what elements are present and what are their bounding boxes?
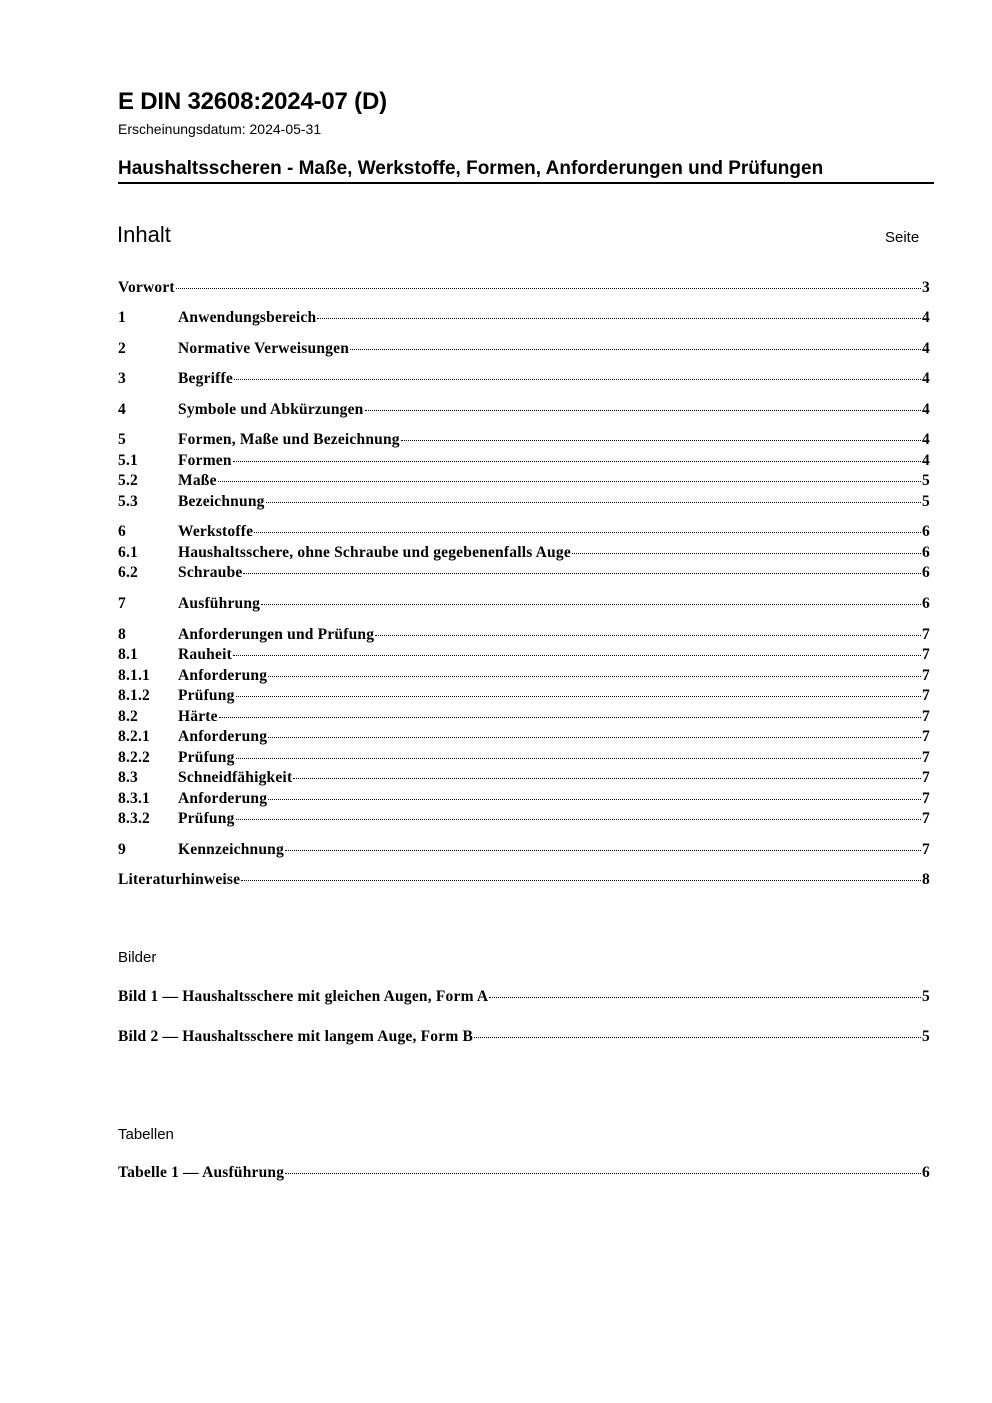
dot-leader [268,799,921,800]
toc-entry-number: 5.3 [118,493,138,510]
toc-entry-page: 7 [922,769,930,786]
dot-leader [489,997,921,998]
toc-entry-number: 8.3.1 [118,790,150,807]
toc-entry-title: Anwendungsbereich [178,309,317,326]
table-entry-1[interactable] [118,1164,930,1184]
toc-entry-8-2[interactable] [118,708,930,728]
toc-entry-number: 8 [118,626,126,643]
toc-entry-8[interactable] [118,626,930,646]
tables-heading: Tabellen [118,1126,174,1143]
toc-entry-5-2[interactable] [118,472,930,492]
dot-leader [285,1173,921,1174]
toc-entry-title: Bezeichnung [178,493,265,510]
toc-entry-title: Vorwort [118,279,175,296]
document-title: Haushaltsscheren - Maße, Werkstoffe, Formen, Anforderungen und Prüfungen [118,158,934,184]
toc-entry-4[interactable] [118,401,930,421]
toc-entry-page: 7 [922,626,930,643]
toc-entry-page: 7 [922,646,930,663]
toc-entry-number: 8.3.2 [118,810,150,827]
toc-entry-page: 4 [922,309,930,326]
toc-entry-page: 7 [922,667,930,684]
toc-entry-page: 6 [922,523,930,540]
toc-entry-title: Kennzeichnung [178,841,284,858]
toc-entry-8-3-2[interactable] [118,810,930,830]
toc-entry-page: 5 [922,472,930,489]
dot-leader [261,604,921,605]
toc-entry-title: Normative Verweisungen [178,340,350,357]
toc-entry-number: 9 [118,841,126,858]
toc-entry-vorwort[interactable] [118,279,930,299]
toc-entry-page: 3 [922,279,930,296]
toc-entry-page: 7 [922,841,930,858]
dot-leader [268,676,921,677]
toc-entry-title: Haushaltsschere, ohne Schraube und gegebenenfalls Auge [178,544,571,561]
toc-entry-title: Schneidfähigkeit [178,769,293,786]
toc-entry-page: 4 [922,370,930,387]
toc-entry-page: 6 [922,544,930,561]
toc-entry-title: Formen, Maße und Bezeichnung [178,431,400,448]
toc-entry-number: 1 [118,309,126,326]
toc-entry-6-1[interactable] [118,544,930,564]
figure-entry-page: 5 [922,1028,930,1045]
toc-entry-number: 8.1.2 [118,687,150,704]
toc-entry-page: 4 [922,431,930,448]
dot-leader [233,655,921,656]
toc-entry-number: 3 [118,370,126,387]
dot-leader [401,440,921,441]
toc-entry-8-3[interactable] [118,769,930,789]
toc-entry-2[interactable] [118,340,930,360]
dot-leader [474,1037,921,1038]
publication-date: Erscheinungsdatum: 2024-05-31 [118,121,322,137]
dot-leader [236,819,922,820]
toc-entry-number: 8.3 [118,769,138,786]
toc-entry-number: 8.2.1 [118,728,150,745]
toc-entry-number: 8.1.1 [118,667,150,684]
toc-entry-5-3[interactable] [118,493,930,513]
toc-entry-page: 7 [922,749,930,766]
table-entry-title: Tabelle 1 — Ausführung [118,1164,285,1181]
dot-leader [317,318,921,319]
page-column-label: Seite [885,229,920,246]
dot-leader [233,461,921,462]
toc-entry-number: 2 [118,340,126,357]
toc-entry-number: 5.1 [118,452,138,469]
toc-entry-title: Begriffe [178,370,233,387]
toc-entry-title: Werkstoffe [178,523,254,540]
dot-leader [243,573,921,574]
toc-entry-page: 7 [922,708,930,725]
toc-entry-page: 4 [922,401,930,418]
toc-entry-1[interactable] [118,309,930,329]
toc-entry-title: Symbole und Abkürzungen [178,401,364,418]
toc-entry-number: 5 [118,431,126,448]
dot-leader [375,635,921,636]
toc-entry-title: Prüfung [178,687,235,704]
toc-entry-number: 8.2 [118,708,138,725]
dot-leader [176,288,921,289]
toc-entry-number: 4 [118,401,126,418]
toc-entry-number: 6 [118,523,126,540]
toc-entry-page: 7 [922,790,930,807]
toc-entry-title: Rauheit [178,646,232,663]
toc-entry-literaturhinweise[interactable] [118,871,930,891]
toc-entry-page: 5 [922,493,930,510]
dot-leader [268,737,921,738]
figure-entry-2[interactable] [118,1028,930,1048]
dot-leader [236,758,922,759]
toc-entry-number: 6.1 [118,544,138,561]
dot-leader [572,553,921,554]
figure-entry-title: Bild 2 — Haushaltsschere mit langem Auge, Form B [118,1028,474,1045]
dot-leader [266,502,921,503]
toc-entry-8-2-1[interactable] [118,728,930,748]
document-id: E DIN 32608:2024-07 (D) [118,88,387,115]
toc-entry-number: 8.2.2 [118,749,150,766]
toc-entry-8-3-1[interactable] [118,790,930,810]
toc-entry-title: Anforderung [178,667,268,684]
toc-entry-title: Härte [178,708,218,725]
toc-entry-page: 7 [922,728,930,745]
toc-entry-3[interactable] [118,370,930,390]
dot-leader [365,410,922,411]
toc-entry-number: 6.2 [118,564,138,581]
toc-entry-title: Anforderung [178,728,268,745]
toc-entry-page: 7 [922,687,930,704]
toc-entry-page: 8 [922,871,930,888]
toc-entry-9[interactable] [118,841,930,861]
dot-leader [219,717,921,718]
dot-leader [241,880,921,881]
toc-entry-title: Anforderungen und Prüfung [178,626,375,643]
toc-entry-page: 4 [922,452,930,469]
toc-entry-number: 7 [118,595,126,612]
table-entry-page: 6 [922,1164,930,1181]
toc-entry-title: Anforderung [178,790,268,807]
toc-entry-page: 6 [922,564,930,581]
figure-entry-page: 5 [922,988,930,1005]
dot-leader [236,696,922,697]
toc-entry-8-1[interactable] [118,646,930,666]
toc-entry-5[interactable] [118,431,930,451]
contents-heading: Inhalt [117,222,171,247]
toc-entry-title: Schraube [178,564,243,581]
toc-entry-6-2[interactable] [118,564,930,584]
dot-leader [218,481,921,482]
toc-entry-title: Formen [178,452,232,469]
toc-entry-page: 7 [922,810,930,827]
dot-leader [350,349,921,350]
toc-entry-title: Prüfung [178,749,235,766]
toc-entry-5-1[interactable] [118,452,930,472]
toc-entry-number: 8.1 [118,646,138,663]
figures-heading: Bilder [118,949,157,966]
toc-entry-page: 4 [922,340,930,357]
toc-entry-number: 5.2 [118,472,138,489]
figure-entry-title: Bild 1 — Haushaltsschere mit gleichen Augen, Form A [118,988,489,1005]
toc-entry-title: Ausführung [178,595,261,612]
figure-entry-1[interactable] [118,988,930,1008]
toc-entry-8-2-2[interactable] [118,749,930,769]
dot-leader [234,379,921,380]
toc-entry-title: Prüfung [178,810,235,827]
toc-entry-title: Maße [178,472,217,489]
dot-leader [293,778,921,779]
toc-entry-page: 6 [922,595,930,612]
toc-entry-6[interactable] [118,523,930,543]
toc-entry-8-1-1[interactable] [118,667,930,687]
toc-entry-title: Literaturhinweise [118,871,241,888]
toc-entry-7[interactable] [118,595,930,615]
dot-leader [254,532,921,533]
toc-entry-8-1-2[interactable] [118,687,930,707]
dot-leader [285,850,921,851]
